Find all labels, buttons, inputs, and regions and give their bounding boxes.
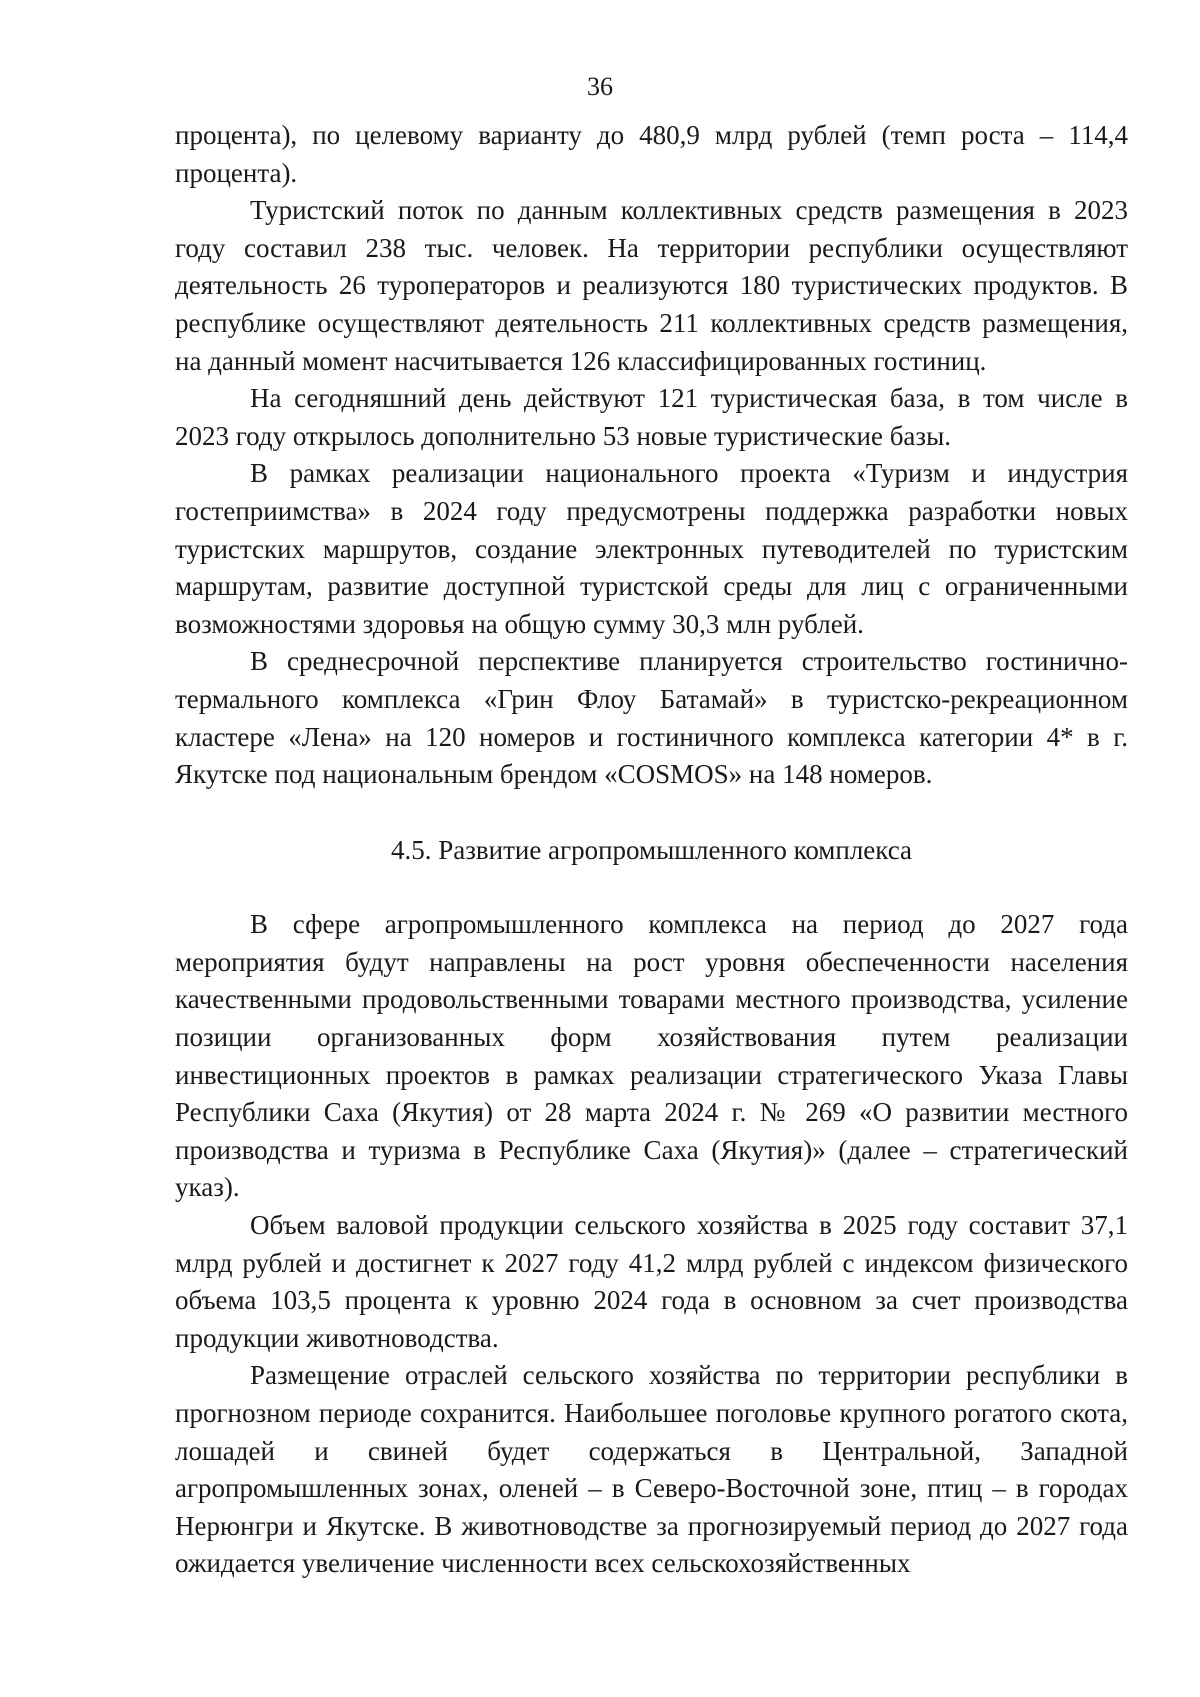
paragraph-tourist-bases: На сегодняшний день действуют 121 туристическая база, в том числе в 2023 году открылось дополнительно 53 новые туристические базы. [175, 383, 1128, 451]
paragraph-industry-placement: Размещение отраслей сельского хозяйства по территории республики в прогнозном периоде сохранится. Наибольшее поголовье крупного рогатого скота, лошадей и свиней будет содержаться в Центральной, Западной агропромышленных зонах, оленей – в Северо-Восточной зоне, птиц – в городах Нерюнгри и Якутске. В животноводстве за прогнозируемый период до 2027 года ожидается увеличение численности всех сельскохозяйственных [175, 1360, 1128, 1579]
paragraph-tourist-flow: Туристский поток по данным коллективных средств размещения в 2023 году составил 238 тыс. человек. На территории республики осуществляют деятельность 26 туроператоров и реализуются 180 туристических продуктов. В республике осуществляют деятельность 211 коллективных средств размещения, на данный момент насчитывается 126 классифицированных гостиниц. [175, 195, 1128, 376]
paragraph-mid-term-plans: В среднесрочной перспективе планируется строительство гостинично-термального комплекса «Грин Флоу Батамай» в туристско-рекреационном кластере «Лена» на 120 номеров и гостиничного комплекса категории 4* в г. Якутске под национальным брендом «COSMOS» на 148 номеров. [175, 646, 1128, 790]
section-heading: 4.5. Развитие агропромышленного комплекса [390, 834, 913, 865]
document-body [175, 117, 1128, 1583]
paragraph-gross-output: Объем валовой продукции сельского хозяйства в 2025 году составит 37,1 млрд рублей и достигнет к 2027 году 41,2 млрд рублей с индексом физического объема 103,5 процента к уровню 2024 года в основном за счет производства продукции животноводства. [175, 1210, 1128, 1353]
paragraph-agro-measures: В сфере агропромышленного комплекса на период до 2027 года мероприятия будут направлены на рост уровня обеспеченности населения качественными продовольственными товарами местного производства, усиление позиции организованных форм хозяйствования путем реализации инвестиционных проектов в рамках реализации стратегического Указа Главы Республики Саха (Якутия) от 28 марта 2024 г. № 269 «О развитии местного производства и туризма в Республике Саха (Якутия)» (далее – стратегический указ). [175, 909, 1128, 1203]
page-number: 36 [587, 72, 613, 101]
paragraph-national-project: В рамках реализации национального проекта «Туризм и индустрия гостеприимства» в 2024 году предусмотрены поддержка разработки новых туристских маршрутов, создание электронных путеводителей по туристским маршрутам, развитие доступной туристской среды для лиц с ограниченными возможностями здоровья на общую сумму 30,3 млн рублей. [175, 458, 1128, 639]
paragraph-continuation: процента), по целевому варианту до 480,9 млрд рублей (темп роста – 114,4 процента). [175, 120, 1128, 188]
